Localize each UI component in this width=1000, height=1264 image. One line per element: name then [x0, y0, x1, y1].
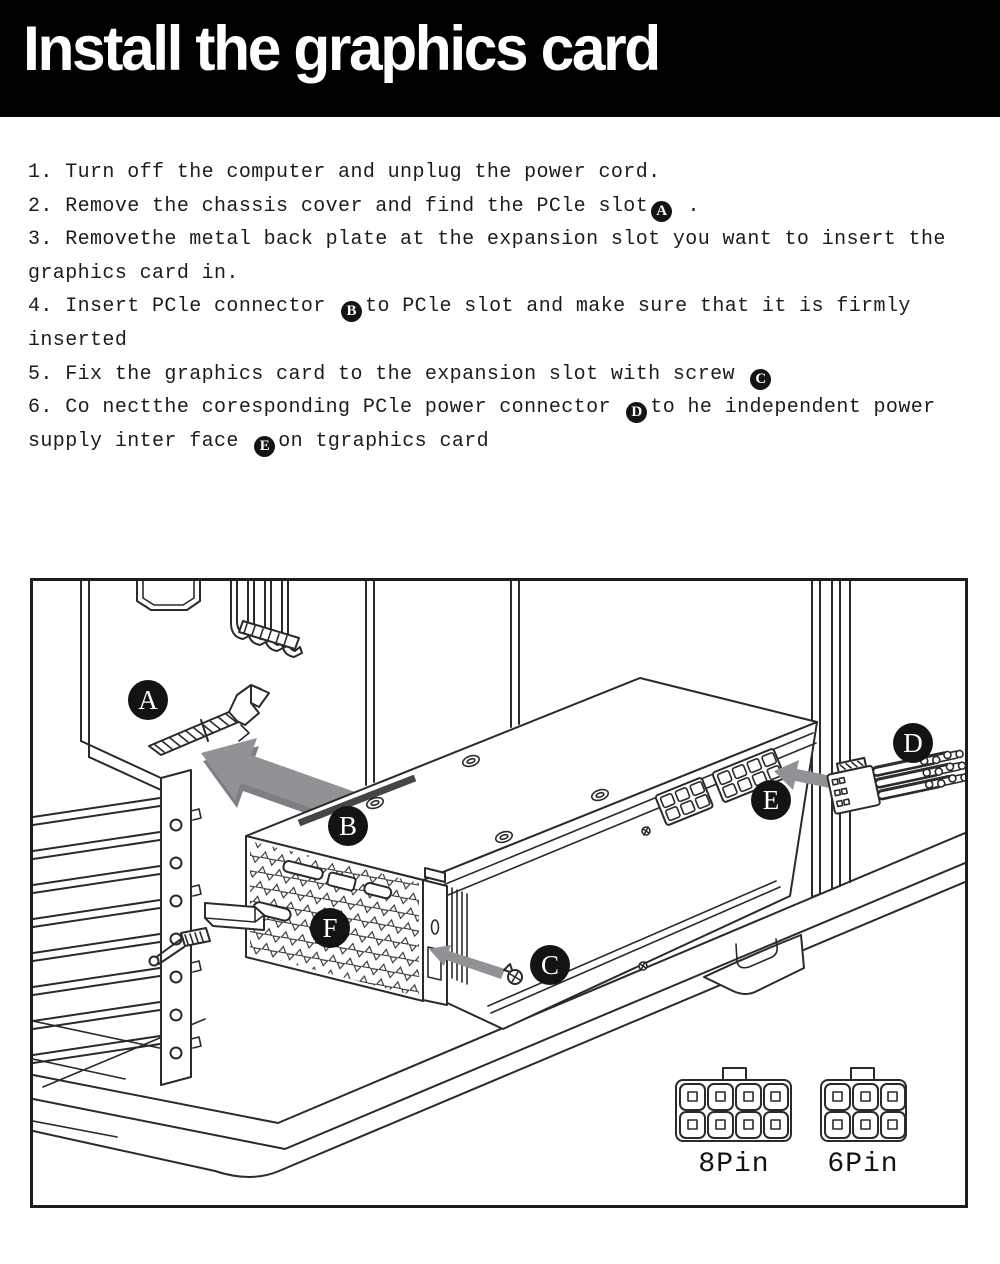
step-text: on tgraphics card — [278, 429, 490, 453]
label-8pin: 8Pin — [698, 1149, 770, 1180]
diagram-overlay — [33, 581, 965, 1205]
installation-diagram — [30, 578, 968, 1208]
step-text: to he independent power — [650, 396, 936, 420]
step-text: 4. Insert PCle connector — [28, 295, 339, 319]
instruction-step — [28, 223, 980, 290]
step-text: inserted — [28, 328, 128, 352]
instruction-step — [28, 391, 980, 458]
callout-b: B — [328, 806, 368, 846]
step-text: 1. Turn off the computer and unplug the power cord. — [28, 161, 661, 184]
step-text: graphics card in. — [28, 261, 239, 285]
callout-ref-a-icon: A — [651, 201, 672, 222]
callout-d: D — [893, 723, 933, 763]
step-text: 5. Fix the graphics card to the expansion slot with screw — [28, 362, 748, 386]
instruction-steps — [28, 156, 980, 458]
callout-e: E — [751, 780, 791, 820]
callout-ref-e-icon: E — [254, 436, 275, 457]
step-text: supply inter face — [28, 429, 252, 453]
step-text: to PCle slot and make sure that it is firmly — [365, 295, 911, 319]
label-6pin: 6Pin — [827, 1149, 899, 1180]
callout-ref-c-icon: C — [750, 369, 771, 390]
step-text: 3. Removethe metal back plate at the expansion slot you want to insert the — [28, 228, 946, 252]
instruction-step — [28, 358, 980, 392]
instruction-step — [28, 290, 980, 357]
step-text: 6. Co nectthe coresponding PCle power connector — [28, 396, 624, 420]
callout-c: C — [530, 945, 570, 985]
callout-f: F — [310, 908, 350, 948]
instruction-step — [28, 156, 980, 190]
step-text: 2. Remove the chassis cover and find the PCle slot — [28, 194, 649, 218]
callout-a: A — [128, 680, 168, 720]
step-text: . — [675, 194, 700, 218]
title-banner — [0, 0, 1000, 117]
page-title: Install the graphics card — [23, 14, 659, 84]
instruction-step — [28, 190, 980, 224]
callout-ref-d-icon: D — [626, 402, 647, 423]
callout-ref-b-icon: B — [341, 301, 362, 322]
